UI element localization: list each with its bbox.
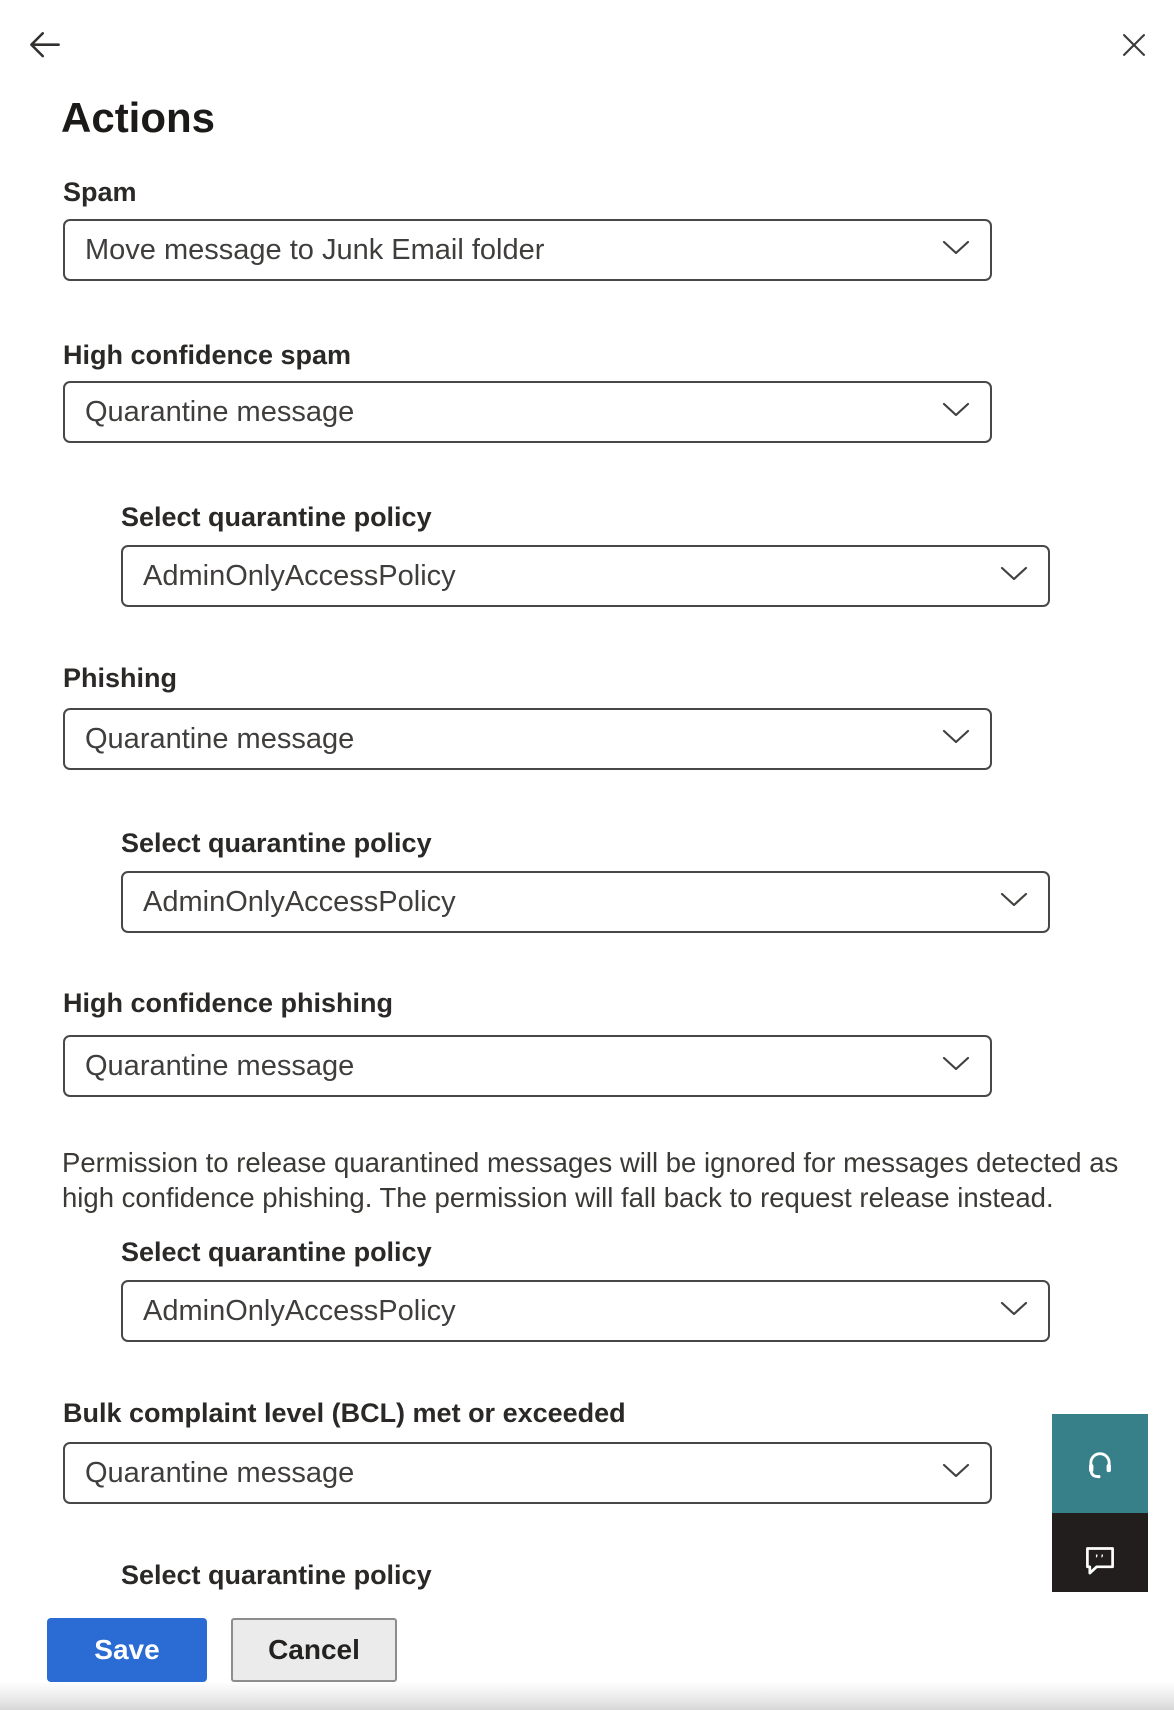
back-button[interactable] bbox=[25, 26, 65, 64]
dropdown-value: AdminOnlyAccessPolicy bbox=[143, 885, 456, 918]
dropdown-high-confidence-phishing-action[interactable] bbox=[63, 1035, 992, 1097]
chevron-down-icon bbox=[1000, 1301, 1028, 1322]
field-label-high-confidence-spam: High confidence spam bbox=[63, 340, 352, 370]
dropdown-value: Move message to Junk Email folder bbox=[85, 233, 545, 266]
dropdown-value: Quarantine message bbox=[85, 1456, 355, 1489]
dropdown-phishing-action[interactable] bbox=[63, 708, 992, 770]
chevron-down-icon bbox=[942, 1463, 970, 1484]
high-confidence-phishing-note bbox=[62, 1145, 1118, 1215]
save-button[interactable]: Save bbox=[47, 1618, 207, 1682]
dropdown-bcl-action[interactable] bbox=[63, 1442, 992, 1504]
note-line-2: high confidence phishing. The permission will fall back to request release instead. bbox=[62, 1182, 1054, 1213]
field-label-phishing: Phishing bbox=[63, 663, 177, 693]
cancel-button[interactable]: Cancel bbox=[231, 1618, 397, 1682]
back-arrow-icon bbox=[25, 52, 65, 67]
chevron-down-icon bbox=[942, 240, 970, 261]
feedback-speech-bubble-icon bbox=[1082, 1541, 1118, 1577]
field-label-quarantine-policy-1: Select quarantine policy bbox=[121, 502, 432, 532]
dropdown-value: Quarantine message bbox=[85, 722, 355, 755]
field-label-spam: Spam bbox=[63, 177, 137, 207]
dropdown-high-confidence-spam-action[interactable] bbox=[63, 381, 992, 443]
panel-footer bbox=[0, 1592, 1174, 1710]
dropdown-value: AdminOnlyAccessPolicy bbox=[143, 1294, 456, 1327]
chevron-down-icon bbox=[1000, 566, 1028, 587]
field-label-high-confidence-phishing: High confidence phishing bbox=[63, 988, 393, 1018]
chevron-down-icon bbox=[942, 729, 970, 750]
chevron-down-icon bbox=[942, 1056, 970, 1077]
field-label-quarantine-policy-4: Select quarantine policy bbox=[121, 1560, 432, 1590]
page-title: Actions bbox=[61, 94, 216, 141]
field-label-quarantine-policy-2: Select quarantine policy bbox=[121, 828, 432, 858]
note-line-1: Permission to release quarantined messages will be ignored for messages detected as bbox=[62, 1147, 1119, 1178]
chevron-down-icon bbox=[1000, 892, 1028, 913]
dropdown-value: Quarantine message bbox=[85, 1049, 355, 1082]
dropdown-spam-action[interactable] bbox=[63, 219, 992, 281]
dropdown-quarantine-policy-3[interactable] bbox=[121, 1280, 1050, 1342]
field-label-quarantine-policy-3: Select quarantine policy bbox=[121, 1237, 432, 1267]
field-label-bcl: Bulk complaint level (BCL) met or exceeded bbox=[63, 1398, 626, 1428]
dropdown-quarantine-policy-1[interactable] bbox=[121, 545, 1050, 607]
close-button[interactable] bbox=[1117, 28, 1151, 62]
dropdown-value: AdminOnlyAccessPolicy bbox=[143, 559, 456, 592]
dropdown-quarantine-policy-2[interactable] bbox=[121, 871, 1050, 933]
headset-icon bbox=[1082, 1446, 1118, 1482]
dropdown-value: Quarantine message bbox=[85, 395, 355, 428]
close-icon bbox=[1117, 50, 1151, 65]
chevron-down-icon bbox=[942, 402, 970, 423]
help-button[interactable] bbox=[1052, 1414, 1148, 1513]
